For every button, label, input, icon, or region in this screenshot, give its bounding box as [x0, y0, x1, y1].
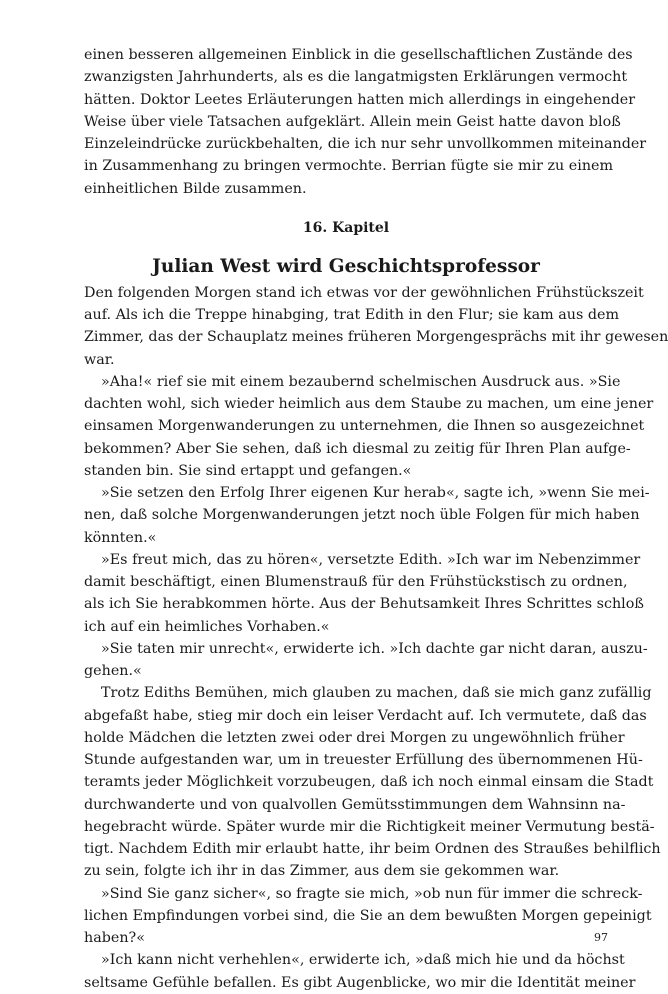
text-line: durchwanderte und von qualvollen Gemütsstimmungen dem Wahnsinn na- — [84, 796, 626, 813]
text-line: teramts jeder Möglichkeit vorzubeugen, daß ich noch einmal einsam die Stadt — [84, 774, 654, 791]
paragraph — [84, 371, 654, 482]
text-line: abgefaßt habe, stieg mir doch ein leiser Verdacht auf. Ich vermutete, daß das — [84, 707, 647, 724]
text-line: »Aha!« rief sie mit einem bezaubernd schelmischen Ausdruck aus. »Sie — [101, 373, 621, 390]
text-line: als ich Sie herabkommen hörte. Aus der Behutsamkeit Ihres Schrittes schloß — [84, 596, 644, 613]
text-line: könnten.« — [84, 529, 157, 546]
text-line: hegebracht würde. Später wurde mir die Richtigkeit meiner Vermutung bestä- — [84, 818, 655, 835]
chapter-body — [84, 282, 668, 994]
text-line: einsamen Morgenwanderungen zu unternehmen, die Ihnen so ausgezeichnet — [84, 418, 645, 435]
text-line: einen besseren allgemeinen Einblick in die gesellschaftlichen Zustände des — [84, 47, 633, 63]
text-line: in Zusammenhang zu bringen vermochte. Berrian fügte sie mir zu einem — [84, 158, 614, 175]
intro-text — [84, 44, 647, 200]
text-line: seltsame Gefühle befallen. Es gibt Augenblicke, wo mir die Identität meiner — [84, 974, 636, 991]
text-line: »Sind Sie ganz sicher«, so fragte sie mich, »ob nun für immer die schreck- — [101, 885, 643, 902]
paragraph — [84, 638, 648, 683]
text-line: haben?« — [84, 930, 145, 946]
text-line: hätten. Doktor Leetes Erläuterungen hatten mich allerdings in eingehender — [84, 91, 636, 108]
text-line: »Es freut mich, das zu hören«, versetzte Edith. »Ich war im Nebenzimmer — [101, 551, 641, 568]
page-body — [84, 44, 668, 994]
text-line: zu sein, folgte ich ihr in das Zimmer, aus dem sie gekommen war. — [84, 863, 560, 880]
text-line: »Sie taten mir unrecht«, erwiderte ich. »Ich dachte gar nicht daran, auszu- — [101, 640, 648, 657]
text-line: standen bin. Sie sind ertappt und gefangen.« — [84, 462, 412, 479]
text-line: war. — [84, 351, 115, 368]
text-line: nen, daß solche Morgenwanderungen jetzt noch üble Folgen für mich haben — [84, 507, 640, 524]
paragraph — [84, 949, 636, 994]
text-line: Einzeleindrücke zurückbehalten, die ich nur sehr unvollkommen miteinander — [84, 136, 647, 152]
paragraph — [84, 282, 668, 371]
text-line: bekommen? Aber Sie sehen, daß ich diesmal zu zeitig für Ihren Plan aufge- — [84, 440, 631, 457]
text-line: damit beschäftigt, einen Blumenstrauß für den Frühstückstisch zu ordnen, — [84, 574, 628, 590]
chapter-label: 16. Kapitel — [302, 219, 390, 236]
text-line: auf. Als ich die Treppe hinabging, trat Edith in den Flur; sie kam aus dem — [84, 307, 620, 323]
text-line: Trotz Ediths Bemühen, mich glauben zu machen, daß sie mich ganz zufällig — [101, 685, 652, 702]
text-line: ich auf ein heimliches Vorhaben.« — [84, 618, 330, 635]
text-line: dachten wohl, sich wieder heimlich aus dem Staube zu machen, um eine jener — [84, 396, 654, 412]
text-line: tigt. Nachdem Edith mir erlaubt hatte, ihr beim Ordnen des Straußes behilflich — [84, 841, 661, 857]
paragraph — [84, 883, 652, 950]
paragraph — [84, 682, 661, 882]
text-line: Weise über viele Tatsachen aufgeklärt. Allein mein Geist hatte davon bloß — [84, 113, 621, 130]
text-line: Stunde aufgestanden war, um in treuester Erfüllung des übernommenen Hü- — [84, 752, 643, 768]
text-line: »Ich kann nicht verhehlen«, erwiderte ich, »daß mich hie und da höchst — [101, 952, 625, 969]
text-line: »Sie setzen den Erfolg Ihrer eigenen Kur herab«, sagte ich, »wenn Sie mei- — [101, 485, 650, 501]
text-line: gehen.« — [84, 663, 142, 679]
page-number: 97 — [594, 931, 608, 944]
text-line: holde Mädchen die letzten zwei oder drei Morgen zu ungewöhnlich früher — [84, 729, 625, 746]
text-line: Den folgenden Morgen stand ich etwas vor der gewöhnlichen Frühstückszeit — [84, 284, 644, 301]
paragraph — [84, 482, 650, 549]
text-line: einheitlichen Bilde zusammen. — [84, 180, 307, 197]
chapter-title: Julian West wird Geschichtsprofessor — [152, 255, 540, 277]
text-line: lichen Empfindungen vorbei sind, die Sie an dem bewußten Morgen gepeinigt — [84, 907, 652, 924]
text-line: zwanzigsten Jahrhunderts, als es die langatmigsten Erklärungen vermocht — [84, 69, 628, 86]
paragraph — [84, 549, 644, 638]
text-line: Zimmer, das der Schauplatz meines früheren Morgengesprächs mit ihr gewesen — [84, 329, 668, 346]
